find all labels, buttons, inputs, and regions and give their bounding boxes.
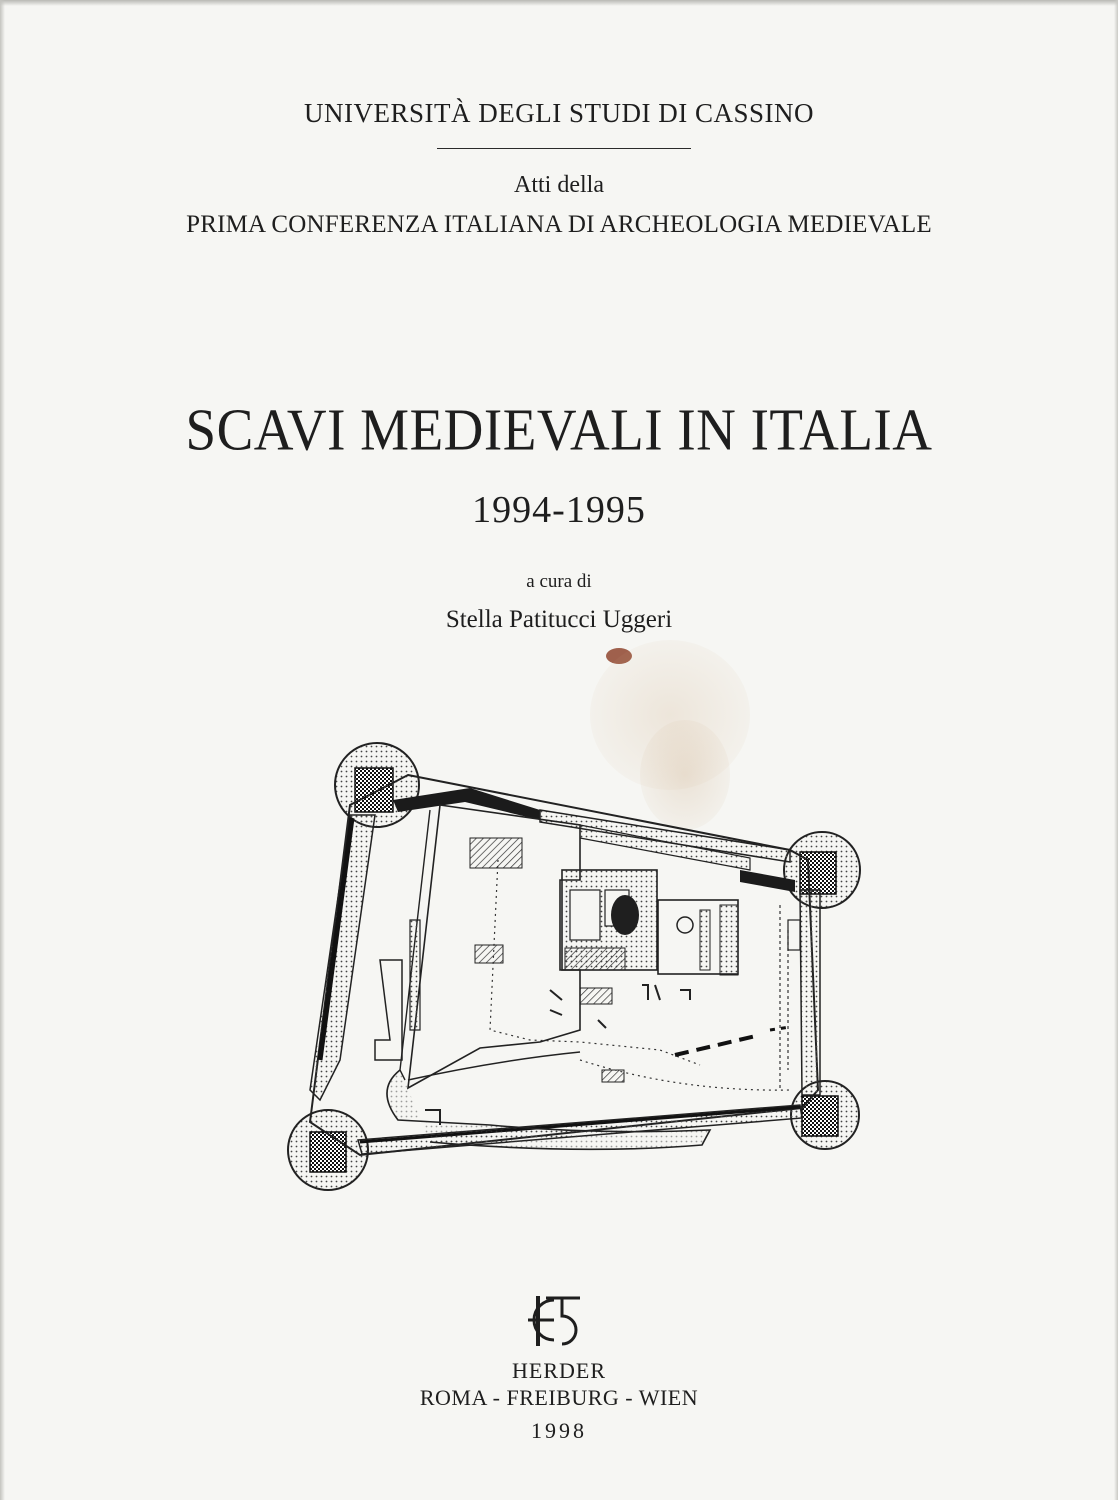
divider-rule (437, 148, 691, 149)
editor-name: Stella Patitucci Uggeri (445, 606, 673, 633)
castle-plan-illustration (280, 730, 870, 1200)
publication-year: 1998 (531, 1418, 587, 1443)
edited-by-label: a cura di (526, 571, 592, 592)
publisher-cities: ROMA - FREIBURG - WIEN (419, 1385, 699, 1410)
publisher-name: HERDER (512, 1358, 606, 1383)
university-name: UNIVERSITÀ DEGLI STUDI DI CASSINO (304, 98, 814, 128)
cover-edge-top (0, 0, 1118, 6)
herder-monogram-icon (520, 1290, 600, 1352)
book-years: 1994-1995 (472, 489, 646, 531)
plan-inner-bailey (375, 805, 800, 1149)
proceedings-label: Atti della (514, 172, 604, 198)
conference-name: PRIMA CONFERENZA ITALIANA DI ARCHEOLOGIA MEDIEVALE (186, 211, 932, 238)
book-title: SCAVI MEDIEVALI IN ITALIA (185, 396, 933, 463)
